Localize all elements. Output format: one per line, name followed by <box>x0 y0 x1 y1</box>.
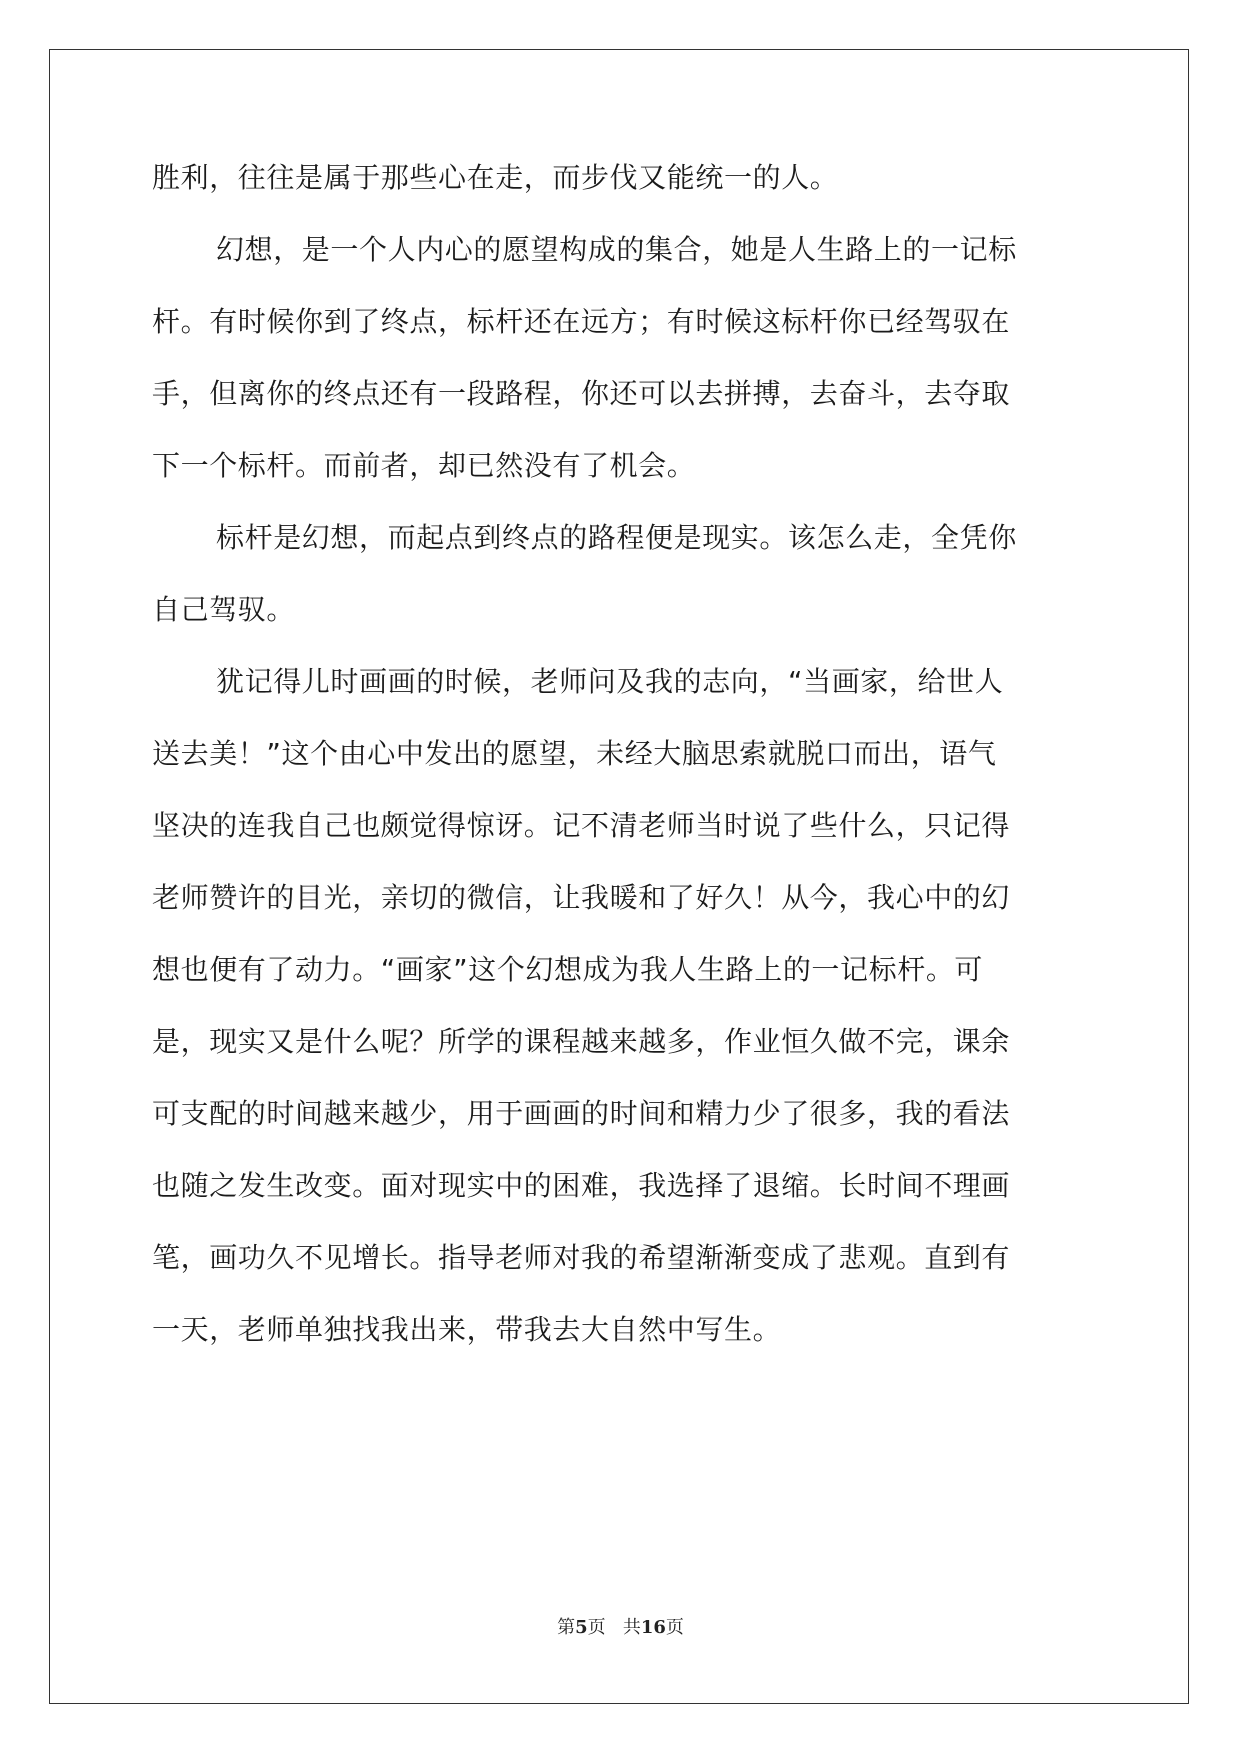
text-line: 老师赞许的目光，亲切的微信，让我暖和了好久！从今，我心中的幻 <box>152 881 1011 914</box>
footer-total-suffix: 页 <box>665 1617 684 1638</box>
text-line: 下一个标杆。而前者，却已然没有了机会。 <box>152 449 696 482</box>
text-line: 可支配的时间越来越少，用于画画的时间和精力少了很多，我的看法 <box>152 1097 1011 1130</box>
text-line: 标杆是幻想，而起点到终点的路程便是现实。该怎么走，全凭你 <box>216 521 1017 554</box>
text-line: 是，现实又是什么呢？所学的课程越来越多，作业恒久做不完，课余 <box>152 1025 1011 1058</box>
total-page-count: 16 <box>640 1617 666 1638</box>
text-line: 手，但离你的终点还有一段路程，你还可以去拼搏，去奋斗，去夺取 <box>152 377 1011 410</box>
text-line: 想也便有了动力。“画家”这个幻想成为我人生路上的一记标杆。可 <box>152 953 984 986</box>
page-footer <box>0 1616 1241 1640</box>
text-line: 笔，画功久不见增长。指导老师对我的希望渐渐变成了悲观。直到有 <box>152 1241 1011 1274</box>
footer-page-suffix: 页 <box>587 1617 606 1638</box>
footer-total-prefix: 共 <box>622 1617 641 1638</box>
text-line: 胜利，往往是属于那些心在走，而步伐又能统一的人。 <box>152 161 839 194</box>
page-frame <box>49 49 1189 1704</box>
text-line: 杆。有时候你到了终点，标杆还在远方；有时候这标杆你已经驾驭在 <box>152 305 1011 338</box>
text-line: 幻想，是一个人内心的愿望构成的集合，她是人生路上的一记标 <box>216 233 1017 266</box>
text-line: 一天，老师单独找我出来，带我去大自然中写生。 <box>152 1313 782 1346</box>
text-line: 自己驾驭。 <box>152 593 296 626</box>
footer-prefix: 第 <box>557 1617 576 1638</box>
text-line: 坚决的连我自己也颇觉得惊讶。记不清老师当时说了些什么，只记得 <box>152 809 1011 842</box>
current-page-number: 5 <box>575 1617 588 1638</box>
text-line: 犹记得儿时画画的时候，老师问及我的志向，“当画家，给世人 <box>216 665 1004 698</box>
text-line: 送去美！”这个由心中发出的愿望，未经大脑思索就脱口而出，语气 <box>152 737 997 770</box>
text-line: 也随之发生改变。面对现实中的困难，我选择了退缩。长时间不理画 <box>152 1169 1011 1202</box>
